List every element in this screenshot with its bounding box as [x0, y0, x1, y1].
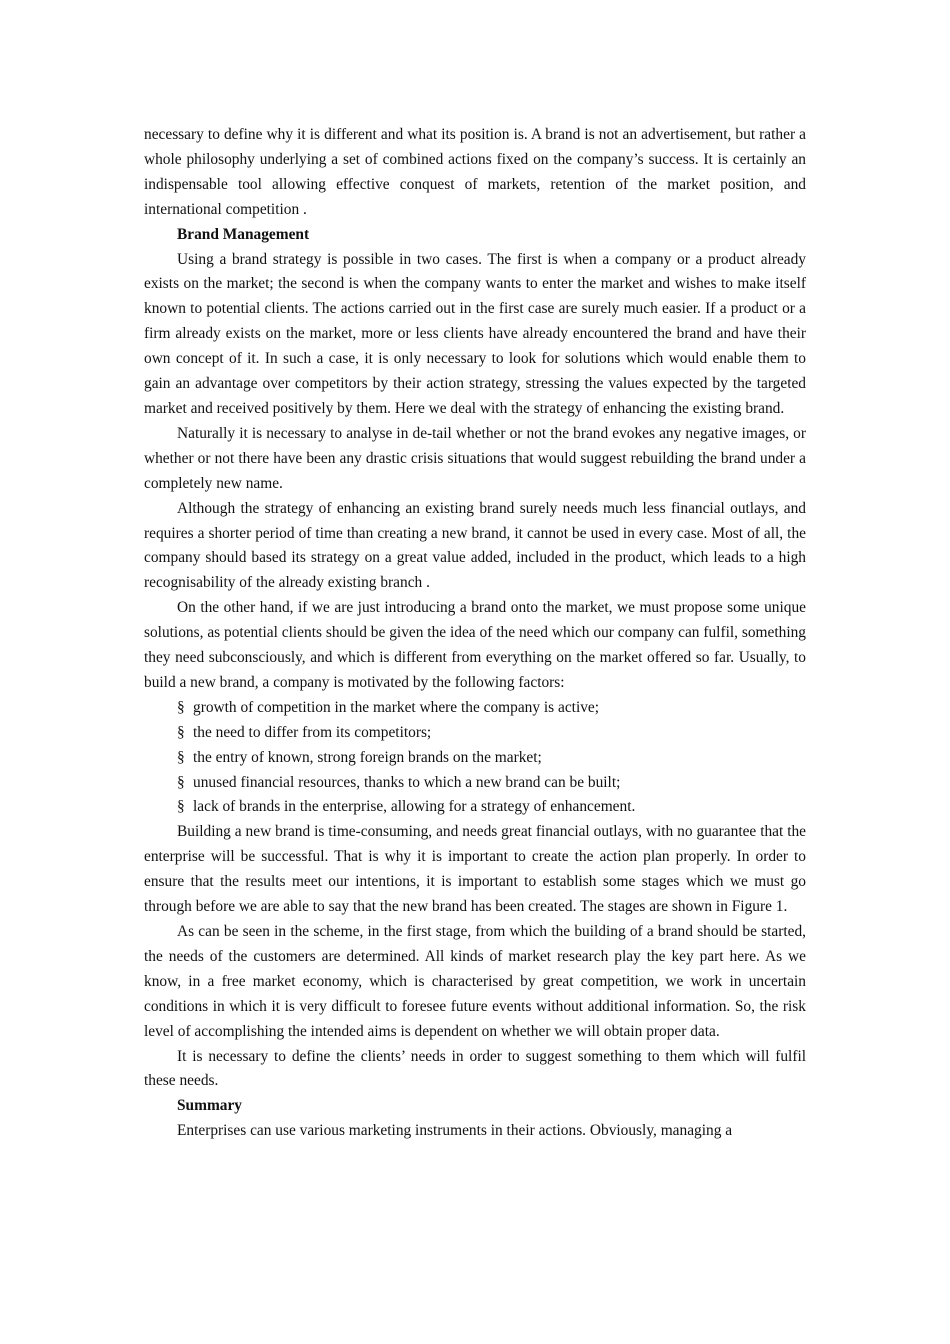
paragraph-brand-strategy-cases: Using a brand strategy is possible in two cases. The first is when a company or a product already exists on the market; the second is when the company wants to enter the market and wishes to make itself known to potential clients. The actions carried out in the first case are surely much easier. If a product or a firm already exists on the market, more or less clients have already encountered the brand and have their own concept of it. In such a case, it is only necessary to look for solutions which would enable them to gain an advantage over competitors by their action strategy, stressing the values expected by the targeted market and received positively by them. Here we deal with the strategy of enhancing the existing brand.: [144, 250, 806, 417]
list-item-text: the need to differ from its competitors;: [193, 723, 432, 741]
list-item-text: the entry of known, strong foreign brands on the market;: [193, 748, 542, 766]
paragraph-enhancing-strategy: Although the strategy of enhancing an existing brand surely needs much less financial outlays, and requires a shorter period of time than creating a new brand, it cannot be used in every case. Most of all, the company should based its strategy on a great value added, included in the product, which leads to a high recognisability of the already existing branch .: [144, 499, 806, 592]
list-item: [144, 696, 806, 721]
motivation-factors-list: [144, 696, 806, 821]
heading-summary: Summary: [177, 1097, 242, 1115]
list-item-text: unused financial resources, thanks to which a new brand can be built;: [193, 773, 621, 791]
paragraph-client-needs: It is necessary to define the clients’ needs in order to suggest something to them which will fulfil these needs.: [144, 1047, 806, 1090]
section-sign-icon: §: [177, 798, 185, 816]
list-item-text: lack of brands in the enterprise, allowing for a strategy of enhancement.: [193, 798, 636, 816]
paragraph-brand-analysis: Naturally it is necessary to analyse in de-tail whether or not the brand evokes any negative images, or whether or not there have been any drastic crisis situations that would suggest rebuilding the brand under a completely new name.: [144, 424, 806, 492]
section-sign-icon: §: [177, 773, 185, 791]
section-sign-icon: §: [177, 748, 185, 766]
paragraph-first-stage: As can be seen in the scheme, in the first stage, from which the building of a brand should be started, the needs of the customers are determined. All kinds of market research play the key part here. As we know, in a free market economy, which is characterised by great competition, we work in uncertain conditions in which it is very difficult to foresee future events without additional information. So, the risk level of accomplishing the intended aims is dependent on whether we will obtain proper data.: [144, 923, 806, 1040]
heading-brand-management: Brand Management: [177, 225, 310, 243]
document-page: [144, 123, 806, 1144]
paragraph-brand-definition: necessary to define why it is different and what its position is. A brand is not an advertisement, but rather a whole philosophy underlying a set of combined actions fixed on the company’s success. It is certainly an indispensable tool allowing effective conquest of markets, retention of the market position, and international competition .: [144, 126, 806, 218]
list-item: [144, 795, 806, 820]
list-item: [144, 721, 806, 746]
paragraph-summary-start: Enterprises can use various marketing instruments in their actions. Obviously, managing a: [177, 1122, 733, 1140]
section-sign-icon: §: [177, 723, 185, 741]
list-item: [144, 746, 806, 771]
paragraph-building-new-brand: Building a new brand is time-consuming, and needs great financial outlays, with no guarantee that the enterprise will be successful. That is why it is important to create the action plan properly. In order to ensure that the results meet our intentions, it is important to establish some stages which we must go through before we are able to say that the new brand has been created. The stages are shown in Figure 1.: [144, 823, 806, 916]
paragraph-new-brand-introduction: On the other hand, if we are just introducing a brand onto the market, we must propose some unique solutions, as potential clients should be given the idea of the need which our company can fulfil, something they need subconsciously, and which is different from everything on the market offered so far. Usually, to build a new brand, a company is motivated by the following factors:: [144, 599, 806, 691]
list-item: [144, 771, 806, 796]
section-sign-icon: §: [177, 698, 185, 716]
list-item-text: growth of competition in the market where the company is active;: [193, 698, 600, 716]
